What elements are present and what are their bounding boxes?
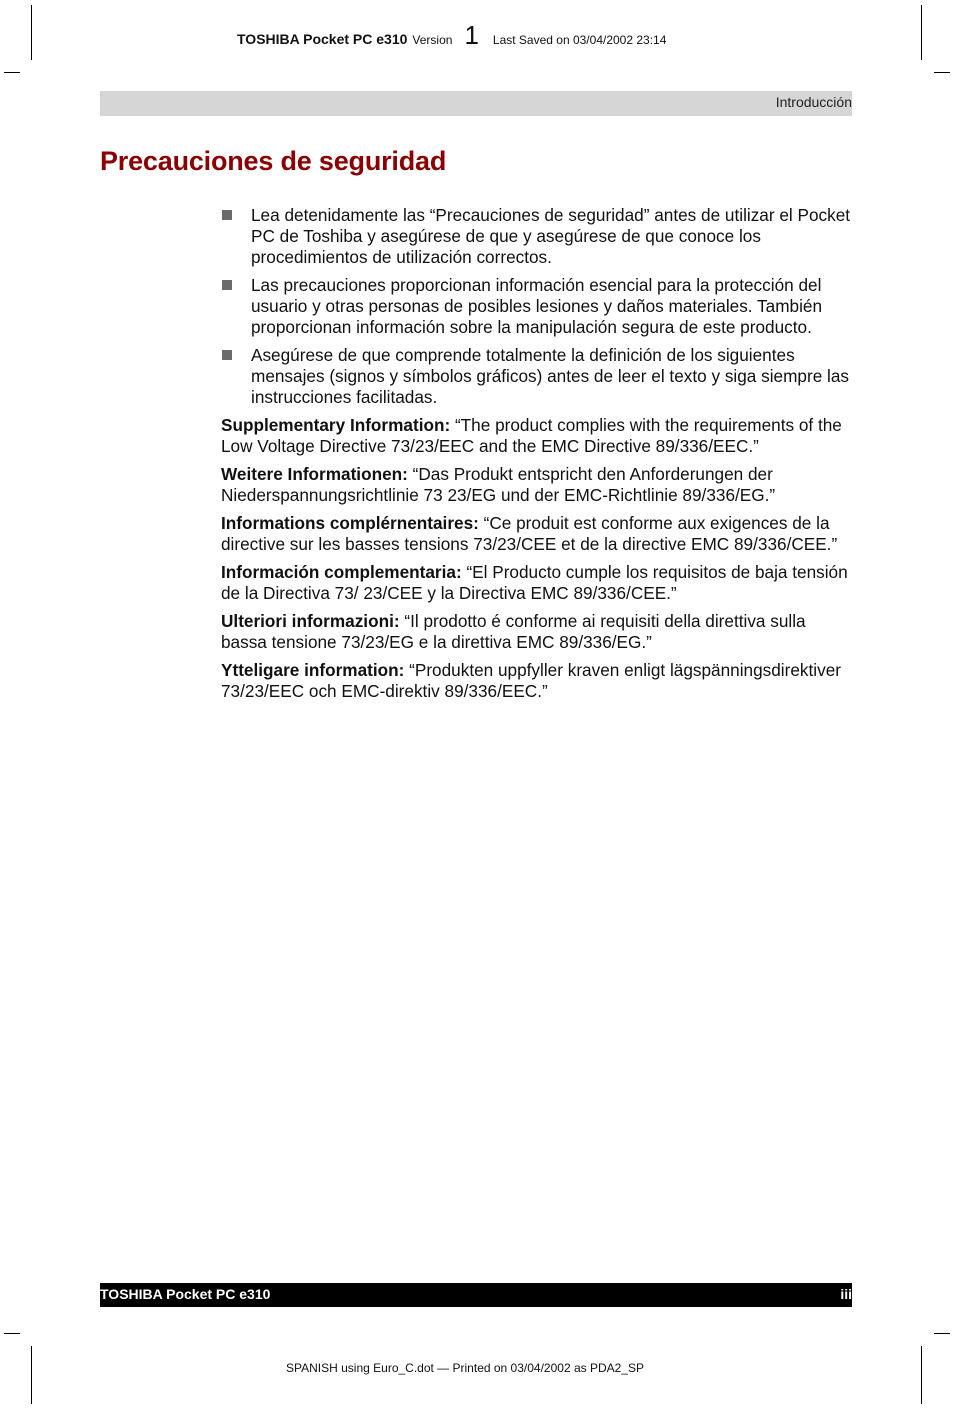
crop-mark [4,72,20,73]
header-product: TOSHIBA Pocket PC e310 [237,31,408,47]
paragraph-label: Ytteligare information: [221,660,405,680]
bullet-text: Lea detenidamente las “Precauciones de seguridad” antes de utilizar el Pocket PC de Toshiba y asegúrese de que y asegúrese de que conoce los procedimientos de utilización correctos. [251,205,851,267]
crop-mark [934,72,950,73]
bullet-square-icon [222,350,232,360]
print-info: SPANISH using Euro_C.dot — Printed on 03/04/2002 as PDA2_SP [286,1361,644,1375]
crop-mark [934,1333,950,1334]
paragraph-text: “Produkten uppfyller kraven enligt lägspänningsdirektiver 73/23/EEC och EMC-direktiv 89/336/EEC.” [221,660,841,701]
footer-product: TOSHIBA Pocket PC e310 [100,1286,271,1302]
list-item [221,205,853,268]
crop-mark [921,1346,922,1404]
crop-mark [31,1346,32,1404]
paragraph-label: Weitere Informationen: [221,464,408,484]
paragraph-text: “Ce produit est conforme aux exigences de la directive sur les basses tensions 73/23/CEE et de la directive EMC 89/336/CEE.” [221,513,838,554]
paragraph-text: “Il prodotto é conforme ai requisiti della direttiva sulla bassa tensione 73/23/EG e la direttiva EMC 89/336/EG.” [221,611,806,652]
bullet-text: Las precauciones proporcionan información esencial para la protección del usuario y otras personas de posibles lesiones y daños materiales. También proporcionan información sobre la manipulación segura de este producto. [251,275,823,337]
crop-mark [4,1333,20,1334]
paragraph-text: “El Producto cumple los requisitos de baja tensión de la Directiva 73/ 23/CEE y la Directiva EMC 89/336/CEE.” [221,562,848,603]
crop-mark [921,5,922,60]
compliance-paragraph [221,415,853,457]
list-item [221,275,853,338]
compliance-paragraph [221,611,853,653]
paragraph-label: Ulteriori informazioni: [221,611,400,631]
paragraph-label: Información complementaria: [221,562,462,582]
footer-bar [100,1283,852,1307]
paragraph-text: “Das Produkt entspricht den Anforderungen der Niederspannungsrichtlinie 73 23/EG und der EMC-Richtlinie 89/336/EG.” [221,464,776,505]
compliance-paragraph [221,660,853,702]
main-content [221,205,853,709]
header-version-label: Version [412,33,453,47]
page-number: iii [840,1286,852,1302]
bullet-text: Asegúrese de que comprende totalmente la definición de los siguientes mensajes (signos y símbolos gráficos) antes de leer el texto y siga siempre las instrucciones facilitadas. [251,345,850,407]
paragraph-label: Supplementary Information: [221,415,451,435]
compliance-paragraph [221,562,853,604]
bullet-square-icon [222,210,232,220]
header-version-number: 1 [464,20,479,50]
section-name: Introducción [775,94,852,110]
section-bar [100,91,852,116]
paragraph-text: “The product complies with the requirements of the Low Voltage Directive 73/23/EEC and the EMC Directive 89/336/EEC.” [221,415,842,456]
crop-mark [31,5,32,60]
compliance-paragraph [221,464,853,506]
list-item [221,345,853,408]
compliance-paragraph [221,513,853,555]
paragraph-label: Informations complérnentaires: [221,513,479,533]
page-title: Precauciones de seguridad [100,146,447,176]
header-last-saved: Last Saved on 03/04/2002 23:14 [492,33,667,47]
bullet-square-icon [222,280,232,290]
